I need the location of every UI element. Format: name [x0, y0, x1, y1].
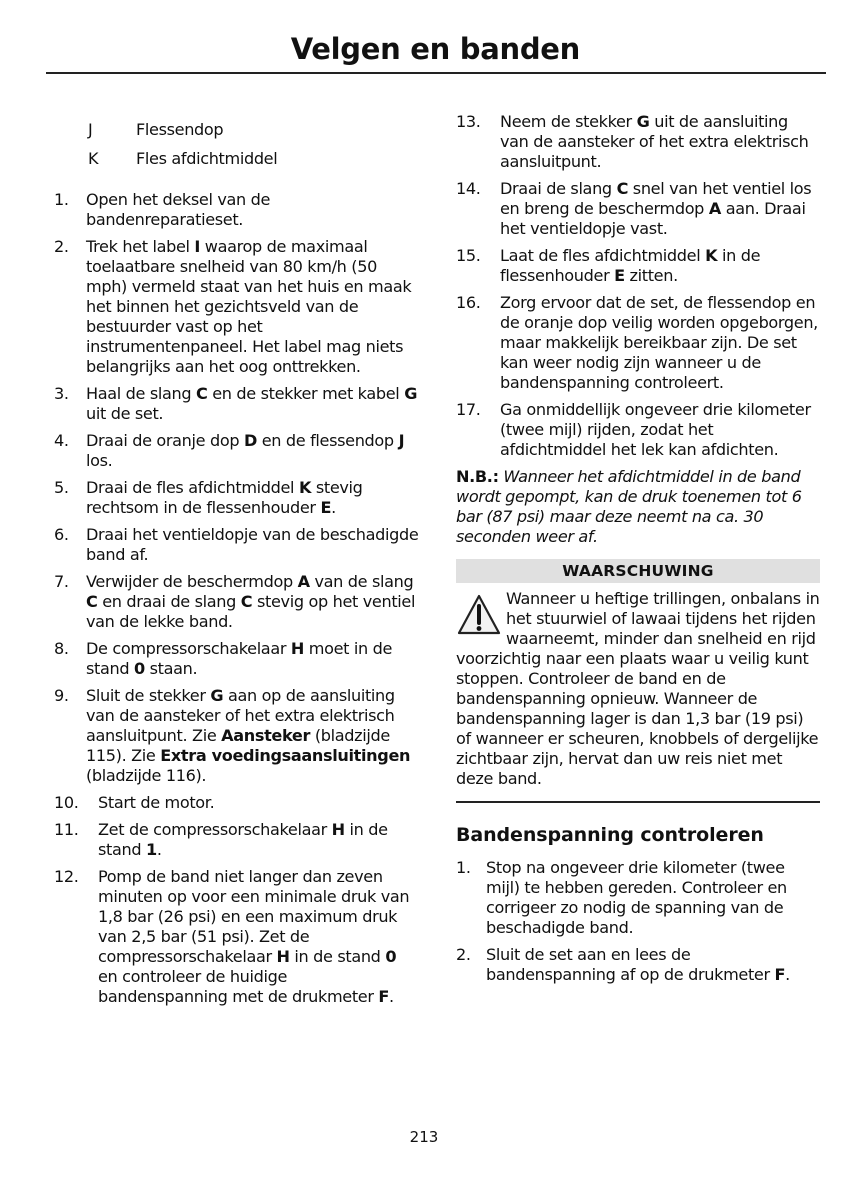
- step-text: Verwijder de beschermdop A van de slang C en draai de slang C stevig op het ventiel van de lekke band.: [86, 572, 416, 631]
- warning-box: [456, 589, 820, 789]
- step-number: 11.: [54, 820, 79, 839]
- list-item: [54, 431, 420, 471]
- link-extra-voedingsaansluitingen[interactable]: Extra voedingsaansluitingen: [160, 746, 411, 765]
- list-item: [54, 237, 420, 377]
- list-item: [54, 384, 420, 424]
- warning-text: Wanneer u heftige trillingen, onbalans in het stuurwiel of lawaai tijdens het rijden waarneemt, minder dan snelheid en rijd voorzichtig naar een plaats waar u veilig kunt stoppen. Controleer de band en de bandenspanning opnieuw. Wanneer de bandenspanning lager is dan 1,3 bar (19 psi) of wanneer er scheuren, knobbels of dergelijke zichtbaar zijn, hervat dan uw reis niet met deze band.: [456, 589, 820, 788]
- step-text: Trek het label I waarop de maximaal toelaatbare snelheid van 80 km/h (50 mph) vermeld staat van het huis en maak het binnen het gezichtsveld van de bestuurder vast op het instrumentenpaneel. Het label mag niets belangrijks aan het oog onttrekken.: [86, 237, 412, 376]
- step-number: 4.: [54, 431, 69, 450]
- page-number: 213: [409, 1128, 439, 1146]
- step-text: Haal de slang C en de stekker met kabel G uit de set.: [86, 384, 418, 423]
- list-item: [54, 190, 420, 230]
- step-text: Draai de oranje dop D en de flessendop J los.: [86, 431, 405, 470]
- step-number: 14.: [456, 179, 481, 198]
- list-item: [456, 400, 820, 460]
- step-number: 3.: [54, 384, 69, 403]
- legend-item: [88, 120, 420, 140]
- list-item: [54, 793, 420, 813]
- step-text: Sluit de stekker G aan op de aansluiting van de aansteker of het extra elektrisch aansluitpunt. Zie Aansteker (bladzijde 115). Zie Extra voedingsaansluitingen (bladzijde 116).: [86, 686, 411, 785]
- step-text: Laat de fles afdichtmiddel K in de flessenhouder E zitten.: [500, 246, 761, 285]
- list-item: [54, 639, 420, 679]
- step-number: 2.: [456, 945, 471, 964]
- step-text: Draai het ventieldopje van de beschadigde band af.: [86, 525, 419, 564]
- step-number: 9.: [54, 686, 69, 705]
- legend-key: K: [88, 149, 99, 168]
- legend-text: Fles afdichtmiddel: [136, 149, 278, 168]
- step-number: 13.: [456, 112, 481, 131]
- step-text: Sluit de set aan en lees de bandenspanning af op de drukmeter F.: [486, 945, 790, 984]
- step-number: 6.: [54, 525, 69, 544]
- step-number: 8.: [54, 639, 69, 658]
- step-number: 12.: [54, 867, 79, 886]
- warning-triangle-icon: [456, 593, 502, 637]
- note-label: N.B.:: [456, 467, 499, 486]
- list-item: [54, 478, 420, 518]
- list-item: [54, 820, 420, 860]
- list-item: [54, 572, 420, 632]
- step-text: Pomp de band niet langer dan zeven minuten op voor een minimale druk van 1,8 bar (26 psi) en een maximum druk van 2,5 bar (51 psi). Zet de compressorschakelaar H in de stand 0 en controleer de huidige bandenspanning met de drukmeter F.: [98, 867, 410, 1006]
- step-number: 2.: [54, 237, 69, 256]
- step-text: Start de motor.: [98, 793, 215, 812]
- step-text: Open het deksel van de bandenreparatieset.: [86, 190, 271, 229]
- legend-key: J: [88, 120, 93, 139]
- warning-divider: [456, 801, 820, 803]
- list-item: [456, 945, 820, 985]
- list-item: [456, 112, 820, 172]
- section-heading: Bandenspanning controleren: [456, 824, 764, 846]
- step-text: Draai de slang C snel van het ventiel los en breng de beschermdop A aan. Draai het ventieldopje vast.: [500, 179, 812, 238]
- list-item: [54, 867, 420, 1007]
- step-number: 1.: [54, 190, 69, 209]
- step-number: 7.: [54, 572, 69, 591]
- step-number: 15.: [456, 246, 481, 265]
- legend-item: [88, 149, 420, 169]
- list-item: [54, 686, 420, 786]
- right-column: [456, 112, 820, 992]
- note: [456, 467, 820, 547]
- step-text: Zet de compressorschakelaar H in de stand 1.: [98, 820, 388, 859]
- step-text: De compressorschakelaar H moet in de stand 0 staan.: [86, 639, 393, 678]
- list-item: [456, 293, 820, 393]
- step-number: 10.: [54, 793, 79, 812]
- step-text: Stop na ongeveer drie kilometer (twee mijl) te hebben gereden. Controleer en corrigeer zo nodig de spanning van de beschadigde band.: [486, 858, 787, 937]
- step-number: 17.: [456, 400, 481, 419]
- list-item: [54, 525, 420, 565]
- note-text: Wanneer het afdichtmiddel in de band wordt gepompt, kan de druk toenemen tot 6 bar (87 psi) maar deze neemt na ca. 30 seconden weer af.: [456, 467, 802, 546]
- step-text: Draai de fles afdichtmiddel K stevig rechtsom in de flessenhouder E.: [86, 478, 363, 517]
- left-column: [54, 120, 420, 1014]
- title-divider: [46, 72, 826, 74]
- list-item: [456, 858, 820, 938]
- link-aansteker[interactable]: Aansteker: [221, 726, 311, 745]
- step-text: Ga onmiddellijk ongeveer drie kilometer (twee mijl) rijden, zodat het afdichtmiddel het lek kan afdichten.: [500, 400, 811, 459]
- step-number: 1.: [456, 858, 471, 877]
- step-number: 16.: [456, 293, 481, 312]
- legend-text: Flessendop: [136, 120, 224, 139]
- step-text: Neem de stekker G uit de aansluiting van de aansteker of het extra elektrisch aansluitpunt.: [500, 112, 809, 171]
- warning-header: WAARSCHUWING: [456, 559, 820, 583]
- list-item: [456, 179, 820, 239]
- step-number: 5.: [54, 478, 69, 497]
- step-text: Zorg ervoor dat de set, de flessendop en de oranje dop veilig worden opgeborgen, maar makkelijk bereikbaar zijn. De set kan weer nodig zijn wanneer u de bandenspanning controleert.: [500, 293, 818, 392]
- page-title: Velgen en banden: [290, 32, 580, 66]
- list-item: [456, 246, 820, 286]
